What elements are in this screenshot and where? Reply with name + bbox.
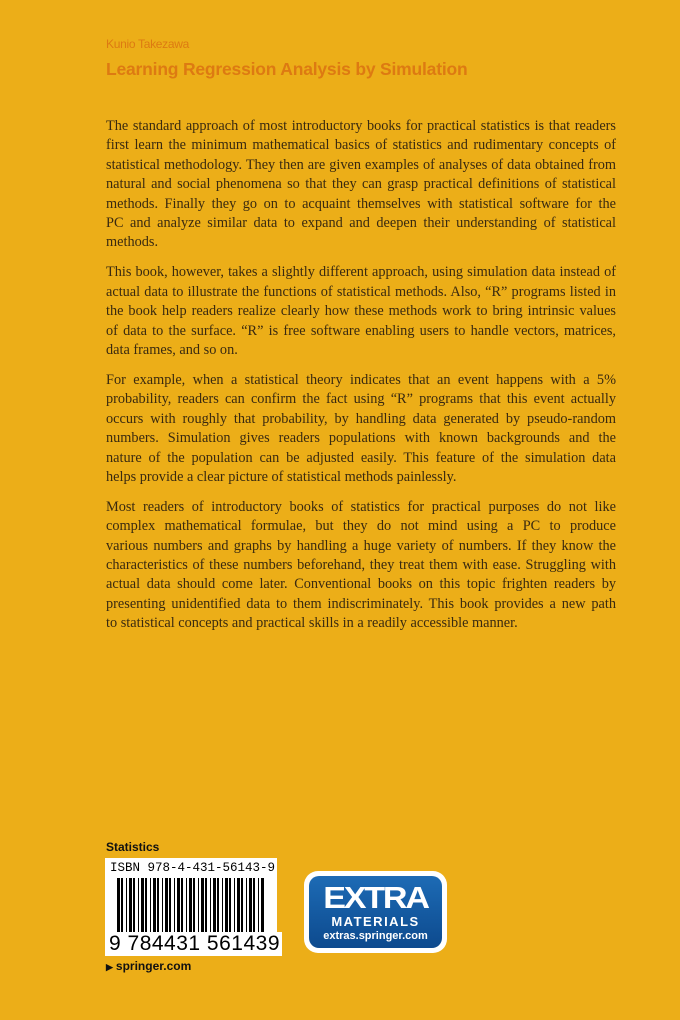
barcode-bar bbox=[217, 878, 219, 938]
barcode-bar bbox=[213, 878, 216, 938]
text-line: presenting unidentified data to them indiscriminately. This book provides a new path bbox=[106, 595, 616, 612]
isbn-text: ISBN 978-4-431-56143-9 bbox=[110, 861, 276, 875]
text-line: the book help readers realize clearly how these methods work to bring intrinsic values bbox=[106, 303, 616, 320]
text-line: nature of the population can be adjusted easily. This feature of the simulation data bbox=[106, 449, 616, 466]
text-line: of data to the surface. “R” is free software enabling users to handle vectors, matrices, bbox=[106, 322, 616, 339]
text-line: data frames, and so on. bbox=[106, 341, 238, 358]
barcode-bar bbox=[117, 878, 120, 938]
barcode-bar bbox=[210, 878, 211, 938]
barcode-bar bbox=[237, 878, 240, 938]
barcode-bar bbox=[133, 878, 135, 938]
barcode-bar bbox=[153, 878, 156, 938]
barcode-bar bbox=[234, 878, 235, 938]
barcode-bar bbox=[162, 878, 163, 938]
barcode-bar bbox=[129, 878, 132, 938]
barcode-bar bbox=[201, 878, 204, 938]
text-line: to statistical concepts and practical skills in a readily accessible manner. bbox=[106, 615, 518, 632]
text-line: methods. Finally they go on to acquaint themselves with statistical software for the bbox=[106, 195, 616, 212]
text-line: first learn the minimum mathematical basics of statistics and rudimentary concepts of bbox=[106, 137, 616, 154]
barcode-bar bbox=[181, 878, 183, 938]
barcode-bar bbox=[241, 878, 243, 938]
subject-label: Statistics bbox=[106, 840, 160, 854]
paragraph bbox=[106, 371, 616, 487]
book-title: Learning Regression Analysis by Simulation bbox=[106, 59, 468, 79]
barcode-bars bbox=[117, 878, 265, 938]
text-line: complex mathematical formulae, but they do not mind using a PC to produce bbox=[106, 518, 616, 535]
barcode-bar bbox=[145, 878, 147, 938]
text-line: actual data to illustrate the functions of statistical methods. Also, “R” programs listed in bbox=[106, 283, 616, 300]
blurb bbox=[106, 117, 616, 644]
text-line: natural and social phenomena so that they can grasp practical definitions of statistical bbox=[106, 176, 616, 193]
paragraph bbox=[106, 498, 616, 634]
barcode-bar bbox=[193, 878, 195, 938]
isbn-barcode bbox=[105, 858, 280, 956]
barcode-bar bbox=[222, 878, 223, 938]
extra-heading: EXTRA bbox=[323, 880, 428, 915]
text-line: The standard approach of most introductory books for practical statistics is that readers bbox=[106, 118, 616, 134]
text-line: This book, however, takes a slightly different approach, using simulation data instead of bbox=[106, 264, 616, 281]
barcode-bar bbox=[198, 878, 199, 938]
barcode-digits: 9 784431 561439 bbox=[109, 932, 280, 955]
paragraph bbox=[106, 117, 616, 253]
barcode-bar bbox=[150, 878, 151, 938]
barcode-bar bbox=[121, 878, 123, 938]
text-line: For example, when a statistical theory indicates that an event happens with a 5% bbox=[106, 371, 616, 388]
barcode-bar bbox=[205, 878, 207, 938]
play-arrow-icon: ▶ bbox=[106, 962, 113, 972]
text-line: characteristics of these numbers beforehand, they treat them with ease. Struggling with bbox=[106, 557, 616, 574]
barcode-bar bbox=[169, 878, 171, 938]
barcode-bar bbox=[253, 878, 255, 938]
author-name: Kunio Takezawa bbox=[106, 37, 189, 51]
barcode-bar bbox=[258, 878, 259, 938]
barcode-bar bbox=[261, 878, 264, 938]
extra-url: extras.springer.com bbox=[323, 930, 428, 942]
extra-materials-badge bbox=[304, 871, 447, 953]
barcode-bar bbox=[141, 878, 144, 938]
barcode-bar bbox=[165, 878, 168, 938]
text-line: various numbers and graphs by handling a huge variety of numbers. If they know the bbox=[106, 537, 616, 554]
website-text: springer.com bbox=[115, 959, 192, 973]
extra-subheading: MATERIALS bbox=[331, 914, 420, 929]
barcode-bar bbox=[126, 878, 127, 938]
text-line: actual data should come later. Conventional books on this topic frighten readers by bbox=[106, 576, 616, 593]
text-line: occurs with roughly that probability, by handling data generated by pseudo-random bbox=[106, 410, 616, 427]
barcode-bar bbox=[177, 878, 180, 938]
barcode-bar bbox=[229, 878, 231, 938]
barcode-bar bbox=[157, 878, 159, 938]
text-line: PC and analyze similar data to expand and deepen their understanding of statistical bbox=[106, 215, 616, 232]
text-line: Most readers of introductory books of statistics for practical purposes do not like bbox=[106, 498, 616, 515]
barcode-bar bbox=[174, 878, 175, 938]
paragraph bbox=[106, 263, 616, 360]
text-line: methods. bbox=[106, 234, 159, 251]
barcode-bar bbox=[186, 878, 187, 938]
barcode-bar bbox=[138, 878, 139, 938]
website-link[interactable] bbox=[106, 959, 191, 973]
barcode-bar bbox=[189, 878, 192, 938]
text-line: probability, readers can confirm the fact using “R” programs that this event actually bbox=[106, 391, 616, 408]
text-line: statistical methodology. They then are given examples of analyses of data obtained from bbox=[106, 156, 616, 173]
barcode-bar bbox=[225, 878, 228, 938]
text-line: helps provide a clear picture of statistical methods painlessly. bbox=[106, 468, 457, 485]
barcode-bar bbox=[246, 878, 247, 938]
barcode-bar bbox=[249, 878, 252, 938]
text-line: numbers. Simulation gives readers populations with known backgrounds and the bbox=[106, 430, 616, 447]
